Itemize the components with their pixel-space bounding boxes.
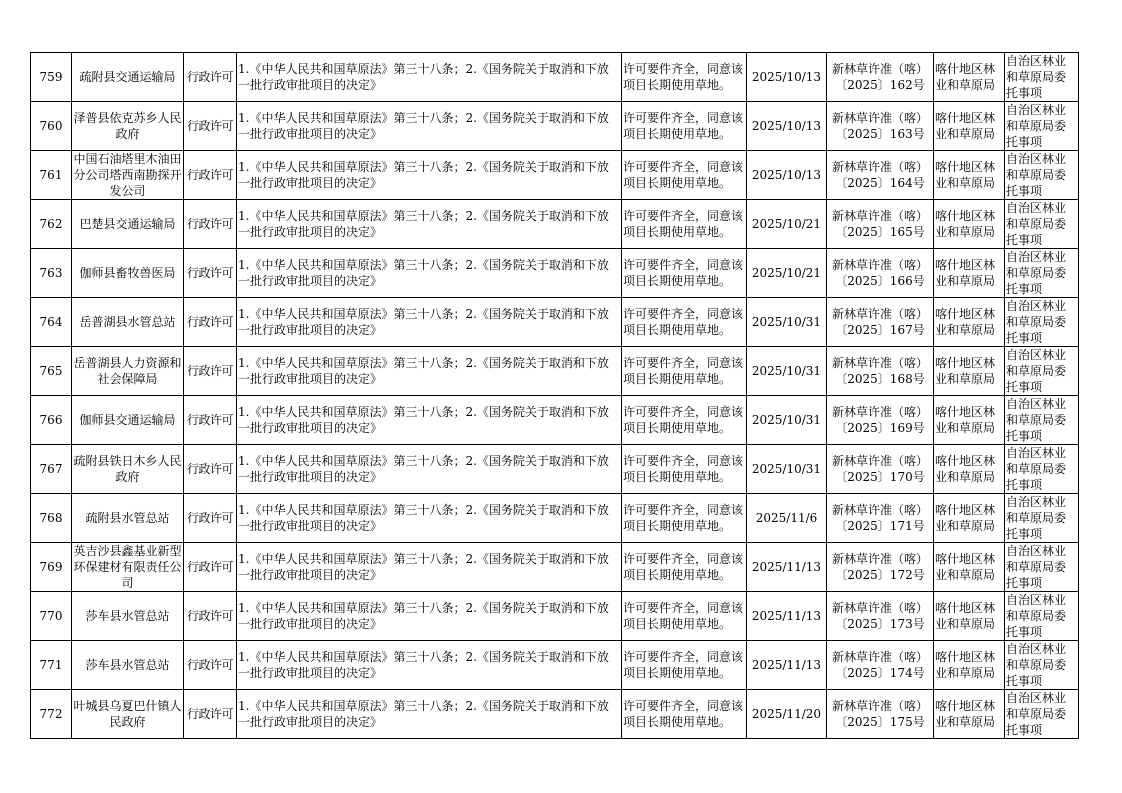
permit-type-cell: 行政许可 bbox=[184, 298, 237, 347]
issuing-authority-cell: 喀什地区林业和草原局 bbox=[934, 592, 1005, 641]
decision-date-cell: 2025/10/13 bbox=[747, 53, 827, 102]
row-number-cell: 759 bbox=[31, 53, 72, 102]
row-number-cell: 772 bbox=[31, 690, 72, 739]
issuing-authority-cell: 喀什地区林业和草原局 bbox=[934, 249, 1005, 298]
applicant-name-cell: 叶城县乌夏巴什镇人民政府 bbox=[72, 690, 184, 739]
document-number-cell: 新林草许准（喀）〔2025〕172号 bbox=[827, 543, 934, 592]
table-row bbox=[31, 102, 1079, 151]
issuing-authority-cell: 喀什地区林业和草原局 bbox=[934, 690, 1005, 739]
decision-date-cell: 2025/11/13 bbox=[747, 592, 827, 641]
applicant-name-cell: 巴楚县交通运输局 bbox=[72, 200, 184, 249]
legal-basis-cell: 1.《中华人民共和国草原法》第三十八条；2.《国务院关于取消和下放一批行政审批项目的决定》 bbox=[237, 445, 622, 494]
decision-content-cell: 许可要件齐全，同意该项目长期使用草地。 bbox=[622, 543, 747, 592]
row-number-cell: 771 bbox=[31, 641, 72, 690]
applicant-name-cell: 疏附县水管总站 bbox=[72, 494, 184, 543]
document-number-cell: 新林草许准（喀）〔2025〕166号 bbox=[827, 249, 934, 298]
applicant-name-cell: 中国石油塔里木油田分公司塔西南勘探开发公司 bbox=[73, 152, 182, 198]
decision-date-cell: 2025/11/20 bbox=[747, 690, 827, 739]
remark-cell: 自治区林业和草原局委托事项 bbox=[1005, 249, 1079, 298]
permit-type-cell: 行政许可 bbox=[184, 592, 237, 641]
legal-basis-cell: 1.《中华人民共和国草原法》第三十八条；2.《国务院关于取消和下放一批行政审批项目的决定》 bbox=[237, 641, 622, 690]
decision-date-cell: 2025/10/13 bbox=[747, 102, 827, 151]
applicant-name-cell: 英吉沙县鑫基业新型环保建材有限责任公司 bbox=[73, 544, 182, 590]
row-number-cell: 769 bbox=[31, 543, 72, 592]
applicant-name-cell: 莎车县水管总站 bbox=[72, 641, 184, 690]
permits-table-body bbox=[31, 53, 1079, 739]
issuing-authority-cell: 喀什地区林业和草原局 bbox=[934, 200, 1005, 249]
remark-cell: 自治区林业和草原局委托事项 bbox=[1005, 200, 1079, 249]
table-row bbox=[31, 641, 1079, 690]
remark-cell: 自治区林业和草原局委托事项 bbox=[1005, 690, 1079, 739]
row-number-cell: 768 bbox=[31, 494, 72, 543]
legal-basis-cell: 1.《中华人民共和国草原法》第三十八条；2.《国务院关于取消和下放一批行政审批项目的决定》 bbox=[237, 592, 622, 641]
permits-table bbox=[30, 52, 1079, 739]
decision-date-cell: 2025/10/21 bbox=[747, 200, 827, 249]
legal-basis-cell: 1.《中华人民共和国草原法》第三十八条；2.《国务院关于取消和下放一批行政审批项目的决定》 bbox=[237, 543, 622, 592]
legal-basis-cell: 1.《中华人民共和国草原法》第三十八条；2.《国务院关于取消和下放一批行政审批项目的决定》 bbox=[237, 494, 622, 543]
document-number-cell: 新林草许准（喀）〔2025〕169号 bbox=[827, 396, 934, 445]
decision-date-cell: 2025/10/31 bbox=[747, 347, 827, 396]
row-number-cell: 760 bbox=[31, 102, 72, 151]
table-row bbox=[31, 151, 1079, 200]
issuing-authority-cell: 喀什地区林业和草原局 bbox=[934, 494, 1005, 543]
remark-cell: 自治区林业和草原局委托事项 bbox=[1005, 298, 1079, 347]
document-number-cell: 新林草许准（喀）〔2025〕165号 bbox=[827, 200, 934, 249]
applicant-name-cell: 泽普县依克苏乡人民政府 bbox=[72, 102, 184, 151]
remark-cell: 自治区林业和草原局委托事项 bbox=[1005, 102, 1079, 151]
table-row bbox=[31, 543, 1079, 592]
document-number-cell: 新林草许准（喀）〔2025〕173号 bbox=[827, 592, 934, 641]
decision-date-cell: 2025/11/13 bbox=[747, 641, 827, 690]
legal-basis-cell: 1.《中华人民共和国草原法》第三十八条；2.《国务院关于取消和下放一批行政审批项目的决定》 bbox=[237, 249, 622, 298]
issuing-authority-cell: 喀什地区林业和草原局 bbox=[934, 151, 1005, 200]
applicant-name-cell: 伽师县交通运输局 bbox=[72, 396, 184, 445]
table-row bbox=[31, 592, 1079, 641]
applicant-name-cell: 疏附县交通运输局 bbox=[72, 53, 184, 102]
issuing-authority-cell: 喀什地区林业和草原局 bbox=[934, 445, 1005, 494]
row-number-cell: 763 bbox=[31, 249, 72, 298]
document-number-cell: 新林草许准（喀）〔2025〕175号 bbox=[827, 690, 934, 739]
decision-content-cell: 许可要件齐全，同意该项目长期使用草地。 bbox=[622, 298, 747, 347]
document-number-cell: 新林草许准（喀）〔2025〕164号 bbox=[827, 151, 934, 200]
legal-basis-cell: 1.《中华人民共和国草原法》第三十八条；2.《国务院关于取消和下放一批行政审批项目的决定》 bbox=[237, 396, 622, 445]
legal-basis-cell: 1.《中华人民共和国草原法》第三十八条；2.《国务院关于取消和下放一批行政审批项目的决定》 bbox=[237, 690, 622, 739]
permit-type-cell: 行政许可 bbox=[184, 494, 237, 543]
applicant-name-cell: 岳普湖县人力资源和社会保障局 bbox=[72, 347, 184, 396]
applicant-name-cell: 岳普湖县水管总站 bbox=[72, 298, 184, 347]
legal-basis-cell: 1.《中华人民共和国草原法》第三十八条；2.《国务院关于取消和下放一批行政审批项目的决定》 bbox=[237, 347, 622, 396]
decision-date-cell: 2025/10/31 bbox=[747, 396, 827, 445]
remark-cell: 自治区林业和草原局委托事项 bbox=[1005, 53, 1079, 102]
permit-type-cell: 行政许可 bbox=[184, 151, 237, 200]
permit-type-cell: 行政许可 bbox=[184, 249, 237, 298]
legal-basis-cell: 1.《中华人民共和国草原法》第三十八条；2.《国务院关于取消和下放一批行政审批项目的决定》 bbox=[237, 151, 622, 200]
decision-content-cell: 许可要件齐全，同意该项目长期使用草地。 bbox=[622, 200, 747, 249]
applicant-name-cell: 疏附县铁日木乡人民政府 bbox=[72, 445, 184, 494]
table-row bbox=[31, 445, 1079, 494]
remark-cell: 自治区林业和草原局委托事项 bbox=[1005, 151, 1079, 200]
decision-content-cell: 许可要件齐全，同意该项目长期使用草地。 bbox=[622, 445, 747, 494]
applicant-name-cell: 莎车县水管总站 bbox=[72, 592, 184, 641]
document-number-cell: 新林草许准（喀）〔2025〕163号 bbox=[827, 102, 934, 151]
issuing-authority-cell: 喀什地区林业和草原局 bbox=[934, 396, 1005, 445]
decision-content-cell: 许可要件齐全，同意该项目长期使用草地。 bbox=[622, 592, 747, 641]
decision-date-cell: 2025/10/21 bbox=[747, 249, 827, 298]
remark-cell: 自治区林业和草原局委托事项 bbox=[1005, 494, 1079, 543]
legal-basis-cell: 1.《中华人民共和国草原法》第三十八条；2.《国务院关于取消和下放一批行政审批项目的决定》 bbox=[237, 200, 622, 249]
document-number-cell: 新林草许准（喀）〔2025〕167号 bbox=[827, 298, 934, 347]
row-number-cell: 770 bbox=[31, 592, 72, 641]
table-row bbox=[31, 690, 1079, 739]
row-number-cell: 761 bbox=[31, 151, 72, 200]
issuing-authority-cell: 喀什地区林业和草原局 bbox=[934, 641, 1005, 690]
table-row bbox=[31, 53, 1079, 102]
permit-type-cell: 行政许可 bbox=[184, 396, 237, 445]
permit-type-cell: 行政许可 bbox=[184, 641, 237, 690]
decision-content-cell: 许可要件齐全，同意该项目长期使用草地。 bbox=[622, 151, 747, 200]
table-row bbox=[31, 249, 1079, 298]
decision-date-cell: 2025/11/13 bbox=[747, 543, 827, 592]
remark-cell: 自治区林业和草原局委托事项 bbox=[1005, 543, 1079, 592]
row-number-cell: 764 bbox=[31, 298, 72, 347]
table-row bbox=[31, 298, 1079, 347]
decision-content-cell: 许可要件齐全，同意该项目长期使用草地。 bbox=[622, 396, 747, 445]
document-number-cell: 新林草许准（喀）〔2025〕162号 bbox=[827, 53, 934, 102]
applicant-name-cell: 伽师县畜牧兽医局 bbox=[72, 249, 184, 298]
row-number-cell: 762 bbox=[31, 200, 72, 249]
decision-date-cell: 2025/10/13 bbox=[747, 151, 827, 200]
decision-content-cell: 许可要件齐全，同意该项目长期使用草地。 bbox=[622, 690, 747, 739]
remark-cell: 自治区林业和草原局委托事项 bbox=[1005, 396, 1079, 445]
decision-content-cell: 许可要件齐全，同意该项目长期使用草地。 bbox=[622, 641, 747, 690]
decision-content-cell: 许可要件齐全，同意该项目长期使用草地。 bbox=[622, 347, 747, 396]
row-number-cell: 766 bbox=[31, 396, 72, 445]
decision-date-cell: 2025/10/31 bbox=[747, 298, 827, 347]
issuing-authority-cell: 喀什地区林业和草原局 bbox=[934, 543, 1005, 592]
issuing-authority-cell: 喀什地区林业和草原局 bbox=[934, 53, 1005, 102]
document-number-cell: 新林草许准（喀）〔2025〕174号 bbox=[827, 641, 934, 690]
table-row bbox=[31, 396, 1079, 445]
permit-type-cell: 行政许可 bbox=[184, 543, 237, 592]
permit-type-cell: 行政许可 bbox=[184, 102, 237, 151]
permit-type-cell: 行政许可 bbox=[184, 347, 237, 396]
issuing-authority-cell: 喀什地区林业和草原局 bbox=[934, 102, 1005, 151]
decision-content-cell: 许可要件齐全，同意该项目长期使用草地。 bbox=[622, 249, 747, 298]
remark-cell: 自治区林业和草原局委托事项 bbox=[1005, 641, 1079, 690]
decision-date-cell: 2025/11/6 bbox=[747, 494, 827, 543]
permit-type-cell: 行政许可 bbox=[184, 445, 237, 494]
row-number-cell: 765 bbox=[31, 347, 72, 396]
remark-cell: 自治区林业和草原局委托事项 bbox=[1005, 347, 1079, 396]
permit-type-cell: 行政许可 bbox=[184, 53, 237, 102]
table-row bbox=[31, 200, 1079, 249]
remark-cell: 自治区林业和草原局委托事项 bbox=[1005, 592, 1079, 641]
issuing-authority-cell: 喀什地区林业和草原局 bbox=[934, 347, 1005, 396]
issuing-authority-cell: 喀什地区林业和草原局 bbox=[934, 298, 1005, 347]
remark-cell: 自治区林业和草原局委托事项 bbox=[1005, 445, 1079, 494]
decision-content-cell: 许可要件齐全，同意该项目长期使用草地。 bbox=[622, 494, 747, 543]
document-number-cell: 新林草许准（喀）〔2025〕170号 bbox=[827, 445, 934, 494]
row-number-cell: 767 bbox=[31, 445, 72, 494]
decision-date-cell: 2025/10/31 bbox=[747, 445, 827, 494]
table-row bbox=[31, 494, 1079, 543]
document-number-cell: 新林草许准（喀）〔2025〕168号 bbox=[827, 347, 934, 396]
legal-basis-cell: 1.《中华人民共和国草原法》第三十八条；2.《国务院关于取消和下放一批行政审批项目的决定》 bbox=[237, 53, 622, 102]
legal-basis-cell: 1.《中华人民共和国草原法》第三十八条；2.《国务院关于取消和下放一批行政审批项目的决定》 bbox=[237, 102, 622, 151]
legal-basis-cell: 1.《中华人民共和国草原法》第三十八条；2.《国务院关于取消和下放一批行政审批项目的决定》 bbox=[237, 298, 622, 347]
document-number-cell: 新林草许准（喀）〔2025〕171号 bbox=[827, 494, 934, 543]
decision-content-cell: 许可要件齐全，同意该项目长期使用草地。 bbox=[622, 102, 747, 151]
decision-content-cell: 许可要件齐全，同意该项目长期使用草地。 bbox=[622, 53, 747, 102]
permit-type-cell: 行政许可 bbox=[184, 200, 237, 249]
table-row bbox=[31, 347, 1079, 396]
permit-type-cell: 行政许可 bbox=[184, 690, 237, 739]
